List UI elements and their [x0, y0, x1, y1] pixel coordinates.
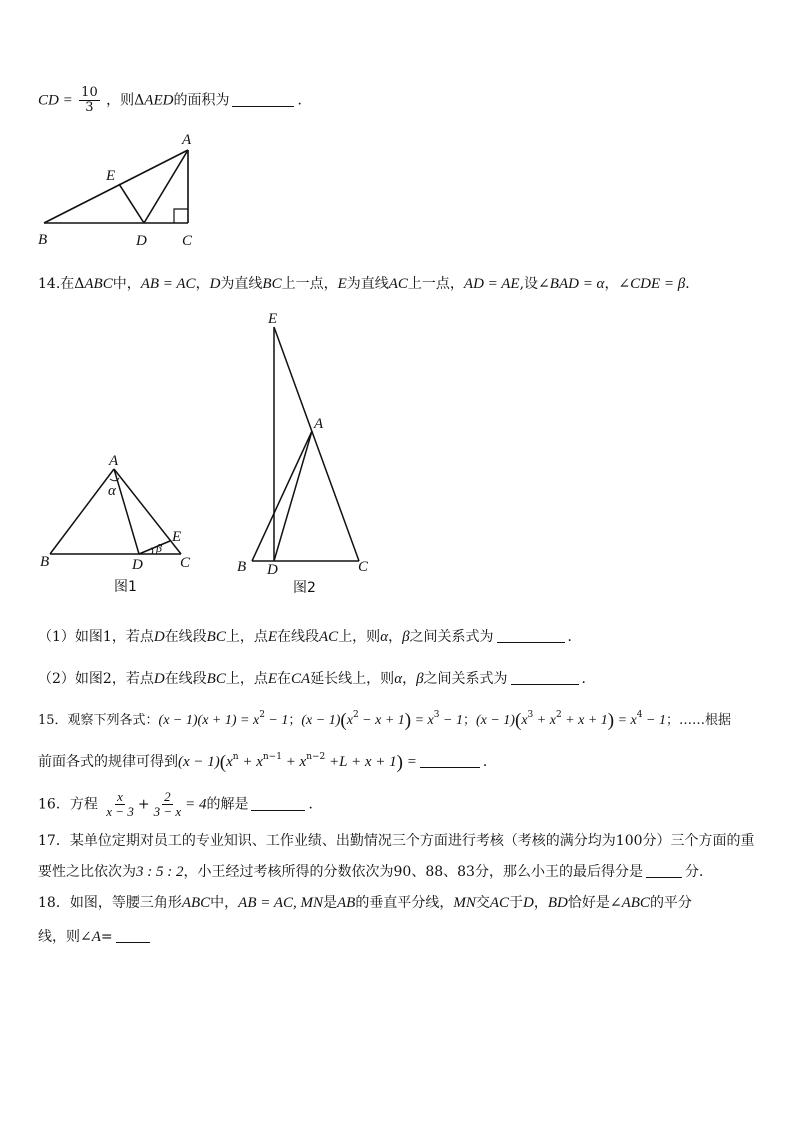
cd-lhs: CD = [38, 92, 73, 109]
figure-q13-triangle [30, 128, 210, 253]
q13-tail-line: CD = $\frac{10}{3}$ ，则ΔAED的面积为 ． [38, 85, 312, 115]
label-d: D [267, 562, 278, 578]
label-d: D [136, 233, 147, 249]
caption-fig2: 图2 [293, 580, 316, 596]
right-angle-mark [174, 209, 188, 223]
q16-fraction-1: $\frac{x}{x - 3}$ [106, 789, 134, 819]
label-a: A [109, 453, 119, 469]
seg-ec [274, 327, 359, 561]
label-alpha: α [108, 483, 116, 499]
label-a: A [314, 416, 324, 432]
answer-blank-15[interactable] [420, 753, 480, 768]
label-d: D [132, 557, 143, 573]
label-c: C [180, 555, 191, 571]
q15-line1: 15．观察下列各式：$(x - 1)(x + 1) = x^2 - 1$；$(x - 1)(x^2 - x + 1) = x^3 - 1$；$(x - 1)(x^3 + x^2 + x + 1) = x^4 - 1$；……根据 [38, 710, 731, 731]
figure-q14-fig1 [30, 445, 210, 600]
label-b: B [38, 232, 48, 248]
seg-de [139, 541, 170, 554]
answer-blank-16[interactable] [251, 796, 305, 811]
q14-sub1: （1）如图1，若点D在线段BC上，点E在线段AC上，则α，β之间关系式为 ． [38, 629, 582, 645]
seg-ed [119, 184, 144, 223]
q15-line2: 前面各式的规律可得到$(x - 1)(x^n + x^{n-1} + x^{n-2} +L + x + 1)$ = ． [38, 752, 497, 773]
answer-blank-14-2[interactable] [511, 670, 579, 685]
label-beta: β [156, 541, 162, 555]
q18-line2: 线，则∠A= [38, 927, 153, 947]
figure-q14-fig2 [228, 305, 388, 600]
q14-statement: 14.在ΔABC中，AB = AC，D为直线BC上一点，E为直线AC上一点，AD = AE,设∠BAD = α，∠CDE = β． [38, 276, 700, 292]
q16-fraction-2: $\frac{2}{3 - x}$ [153, 789, 182, 819]
label-c: C [182, 233, 193, 249]
seg-ad [114, 469, 139, 554]
seg-ab [50, 469, 114, 554]
cd-fraction: $\frac{10}{3}$ [81, 85, 98, 115]
label-b: B [40, 554, 50, 570]
seg-ac [114, 469, 181, 554]
label-e: E [268, 311, 278, 327]
answer-blank-18[interactable] [116, 928, 150, 943]
q18-line1: 18．如图，等腰三角形ABC中，AB = AC, MN是AB的垂直平分线，MN交AC于D，BD恰好是∠ABC的平分 [38, 895, 692, 911]
label-b: B [237, 559, 247, 575]
caption-fig1: 图1 [114, 579, 137, 595]
seg-ad [274, 431, 312, 561]
answer-blank-13[interactable] [232, 92, 294, 107]
q16-line: 16．方程 $\frac{x}{x - 3}$ + $\frac{2}{3 - x}$ = 4的解是 ． [38, 789, 323, 819]
q17-line2: 要性之比依次为3 : 5 : 2，小王经过考核所得的分数依次为90、88、83分，那么小王的最后得分是 分． [38, 864, 713, 880]
answer-blank-14-1[interactable] [497, 628, 565, 643]
label-e: E [172, 529, 182, 545]
q14-sub2: （2）如图2，若点D在线段BC上，点E在CA延长线上，则α，β之间关系式为 ． [38, 671, 596, 687]
q17-line1: 17．某单位定期对员工的专业知识、工作业绩、出勤情况三个方面进行考核（考核的满分均为100分）三个方面的重 [38, 833, 755, 849]
label-c: C [358, 559, 369, 575]
label-e: E [106, 168, 116, 184]
seg-ab [252, 431, 312, 561]
label-a: A [182, 132, 192, 148]
answer-blank-17[interactable] [646, 863, 682, 878]
